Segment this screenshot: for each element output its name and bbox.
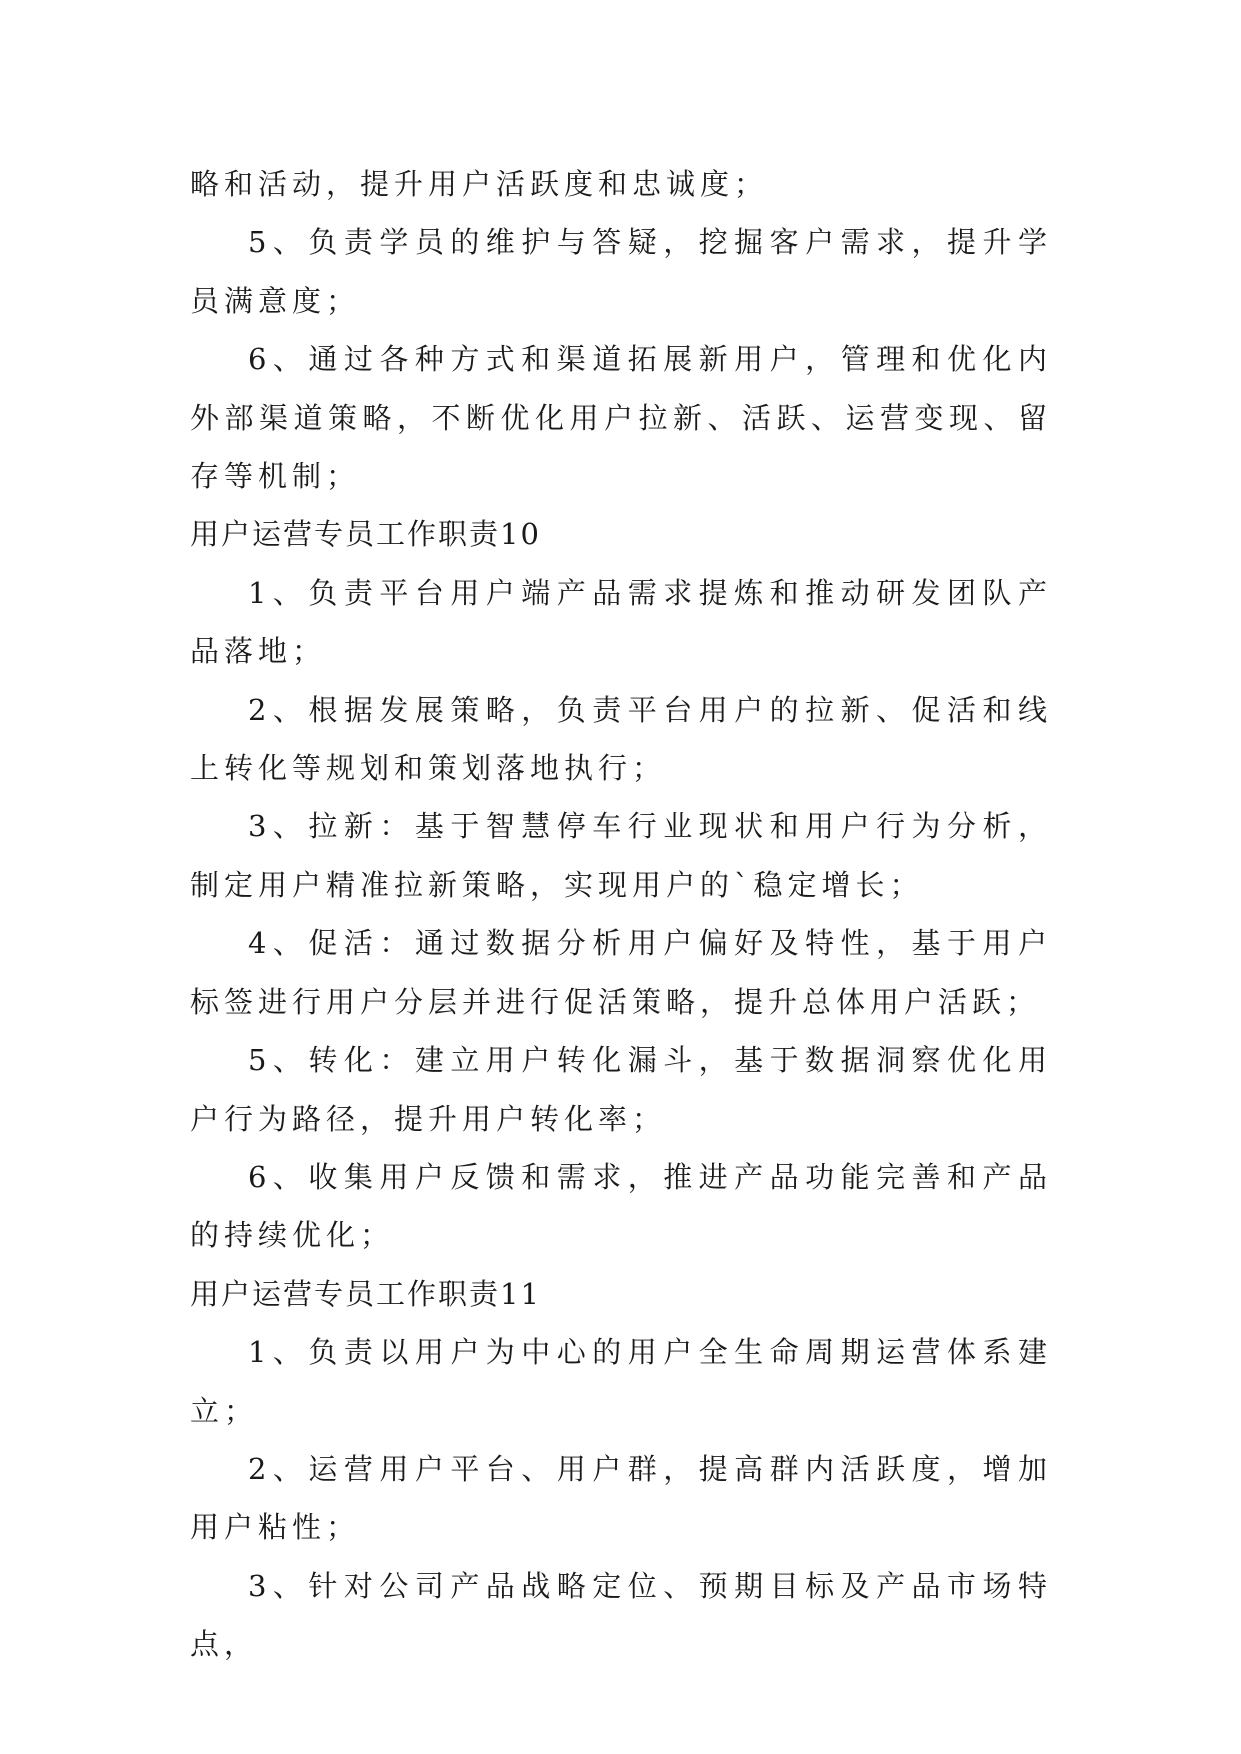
document-body bbox=[190, 155, 1052, 1674]
list-item: 1、负责平台用户端产品需求提炼和推动研发团队产品落地； bbox=[190, 575, 1052, 669]
list-item: 2、运营用户平台、用户群，提高群内活跃度，增加用户粘性； bbox=[190, 1451, 1052, 1545]
section-heading: 用户运营专员工作职责10 bbox=[190, 517, 541, 552]
list-item: 5、转化：建立用户转化漏斗，基于数据洞察优化用户行为路径，提升用户转化率； bbox=[190, 1043, 1052, 1136]
list-item: 2、根据发展策略，负责平台用户的拉新、促活和线上转化等规划和策划落地执行； bbox=[190, 692, 1052, 786]
list-item: 3、拉新：基于智慧停车行业现状和用户行为分析，制定用户精准拉新策略，实现用户的`稳定增长； bbox=[190, 809, 1052, 902]
list-item: 5、负责学员的维护与答疑，挖掘客户需求，提升学员满意度； bbox=[190, 225, 1052, 318]
list-item: 6、收集用户反馈和需求，推进产品功能完善和产品的持续优化； bbox=[190, 1159, 1052, 1253]
list-item: 4、促活：通过数据分析用户偏好及特性，基于用户标签进行用户分层并进行促活策略，提升总体用户活跃； bbox=[190, 926, 1052, 1019]
list-item: 1、负责以用户为中心的用户全生命周期运营体系建立； bbox=[190, 1335, 1052, 1428]
list-item: 3、针对公司产品战略定位、预期目标及产品市场特点， bbox=[190, 1568, 1052, 1662]
paragraph-continuation: 略和活动，提升用户活跃度和忠诚度； bbox=[190, 167, 769, 201]
section-heading: 用户运营专员工作职责11 bbox=[190, 1276, 541, 1311]
list-item: 6、通过各种方式和渠道拓展新用户，管理和优化内外部渠道策略，不断优化用户拉新、活跃、运营变现、留存等机制； bbox=[190, 342, 1052, 494]
